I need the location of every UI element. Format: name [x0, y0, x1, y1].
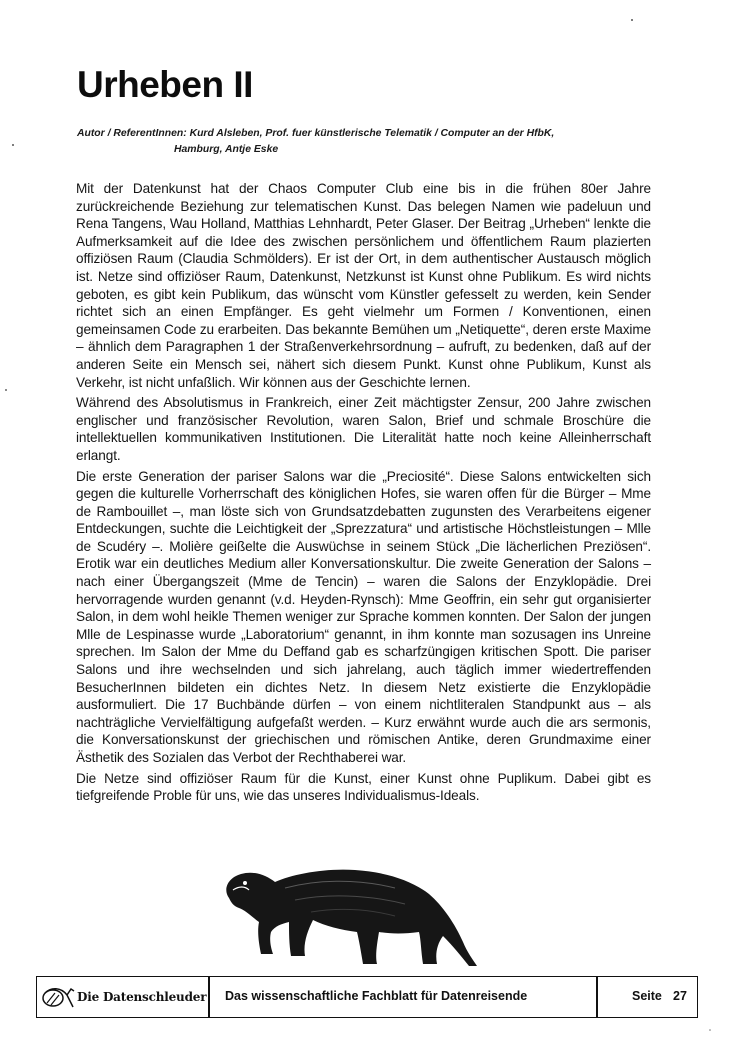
- authors-line-2: Hamburg, Antje Eske: [174, 144, 279, 155]
- datenschleuder-logo: [39, 983, 207, 1013]
- body-paragraph: Während des Absolutismus in Frankreich, einer Zeit mächtigster Zensur, 200 Jahre zwischen englischer und französischer Revolution, waren Salon, Brief und schmale Broschüre die intellektuellen kommunikativen Institutionen. Die Literalität hatte noch keine Alleinherrschaft erlangt.: [76, 395, 651, 463]
- footer-tagline: Das wissenschaftliche Fachblatt für Datenreisende: [225, 989, 528, 1003]
- page-footer: [36, 976, 698, 1018]
- body-paragraph: Die Netze sind offiziöser Raum für die Kunst, einer Kunst ohne Puplikum. Dabei gibt es tiefgreifende Proble für uns, wie das unseres Individualismus-Ideals.: [76, 770, 651, 804]
- page-label: Seite: [632, 989, 662, 1003]
- logo-text: Die Datenschleuder: [77, 990, 207, 1004]
- page-number: 27: [673, 989, 687, 1003]
- footer-divider: [208, 977, 210, 1017]
- article-title: Urheben II: [77, 64, 253, 105]
- dinosaur-illustration: [215, 860, 485, 968]
- body-paragraph: Die erste Generation der pariser Salons war die „Preciosité“. Diese Salons entwickelten sich gegen die kulturelle Vorherrschaft des königlichen Hofes, sie waren offen für die Bürger – Mme de Rambouillet –, man löste sich von Grundsatzdebatten zugunsten des Verarbeitens eigener Entdeckungen, suchte die Leichtigkeit der „Sprezzatura“ und artistische Höchstleistungen – Mlle de Scudéry –. Molière geißelte die Auswüchse in seinem Stück „Die lächerlichen Preziösen“. Erotik war ein deutliches Medium aller Konversationskultur. Die zweite Generation der Salons – nach einer Übergangszeit (Mme de Tencin) – waren die Salons der Enzyklopädie. Drei hervorragende wurden genannt (v.d. Heyden-Rynsch): Mme Geoffrin, ein sehr gut organisierter Salon, in dem wohl heikle Themen weniger zur Sprache kommen konnten. Der Salon der jungen Mlle de Lespinasse wurde „Laboratorium“ genannt, in ihm konnte man sozusagen ins Unreine sprechen. Im Salon der Mme du Deffand gab es scharfzüngigen kritischen Spott. Die pariser Salons und ihre wechselnden und sich jahrelang, auch täglich immer wiedertreffenden BesucherInnen bildeten ein dichtes Netz. In diesem Netz existierte die Enzyklopädie ausformuliert. Die 17 Buchbände dürfen – von einem nichtliteralen Standpunkt aus – als nachträgliche Vervielfältigung aufgefaßt werden. – Kurz erwähnt wurde auch die ars sermonis, die Konversationskunst der griechischen und römischen Antike, deren Grundmaxime einer Ästhetik des Sozialen das Verbot der Rechthaberei war.: [76, 468, 651, 765]
- footer-divider: [596, 977, 598, 1017]
- authors-line-1: Autor / ReferentInnen: Kurd Alsleben, Prof. fuer künstlerische Telematik / Computer an der HfbK,: [77, 128, 555, 139]
- article-body: [76, 180, 651, 808]
- article-authors: [77, 126, 637, 158]
- body-paragraph: Mit der Datenkunst hat der Chaos Computer Club eine bis in die frühen 80er Jahre zurückreichende Beziehung zur telematischen Kunst. Das belegen Namen wie padeluun und Rena Tangens, Wau Holland, Matthias Lehnhardt, Peter Glaser. Der Beitrag „Urheben“ lenkte die Aufmerksamkeit auf die Idee des zwischen persönlichem und öffentlichem Raum plazierten offiziösen Raum (Claudia Schmölders). Er ist der Ort, in dem authentischer Austausch möglich ist. Netze sind offiziöser Raum, Datenkunst, Netzkunst ist Kunst ohne Publikum. Es wird nichts geboten, es gibt kein Publikum, das wünscht vom Künstler gefesselt zu werden, kein Sender richtet sich an einen Empfänger. Es geht vielmehr um Formen / Konventionen, einen gemeinsamen Code zu erarbeiten. Das bekannte Bemühen um „Netiquette“, deren erste Maxime – ähnlich dem Paragraphen 1 der Straßenverkehrsordnung – aufruft, zu bedenken, daß auf der anderen Seite ein Mensch sei, nähert sich diesem Punkt. Kunst ohne Publikum, Kunst als Verkehr, ist nicht unfaßlich. Wir können aus der Geschichte lernen.: [76, 181, 651, 390]
- slingshot-logo-icon: [41, 983, 75, 1013]
